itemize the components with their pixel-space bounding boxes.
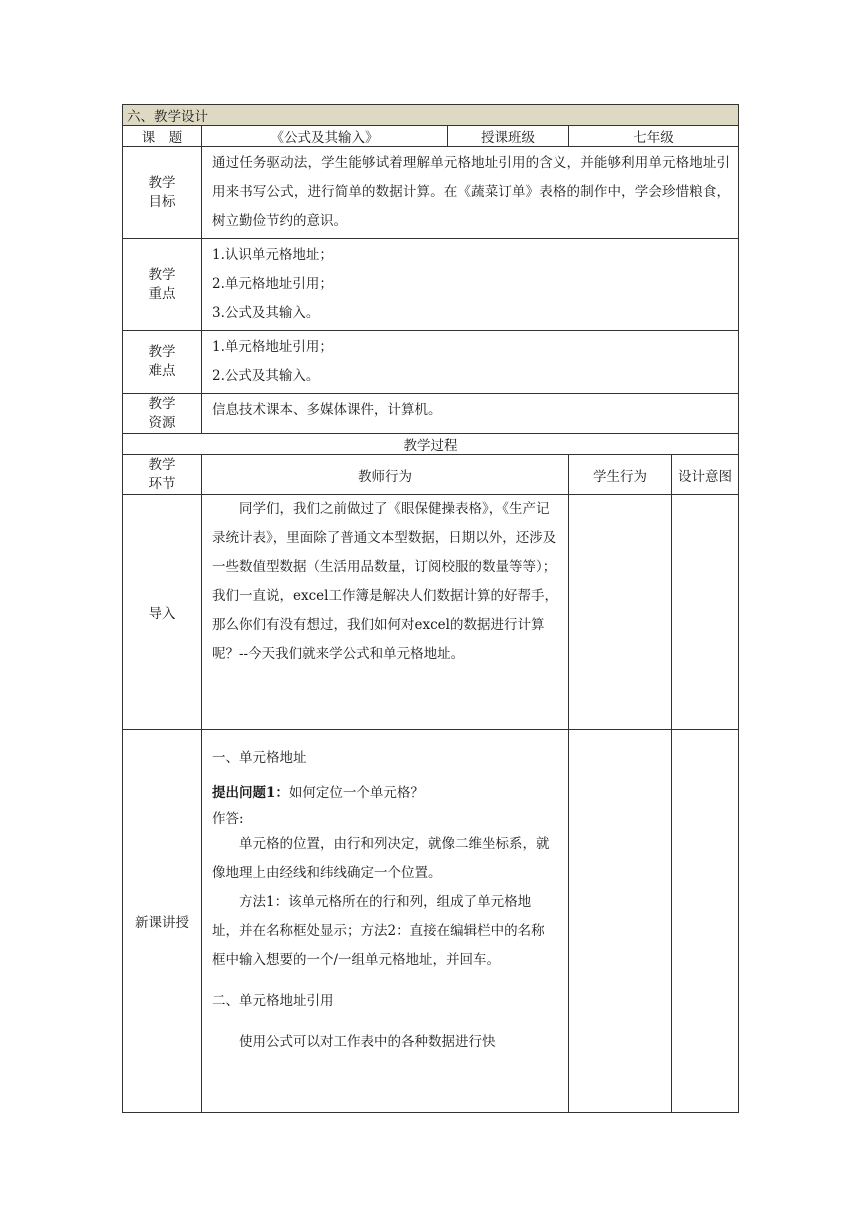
lesson-content bbox=[202, 730, 569, 1113]
resources-text: 信息技术课本、多媒体课件，计算机。 bbox=[202, 394, 739, 434]
key-points-label: 教学 重点 bbox=[123, 239, 202, 331]
lesson-plan-table bbox=[122, 104, 739, 1113]
intro-stage: 导入 bbox=[123, 495, 202, 730]
lesson-paragraph: 使用公式可以对工作表中的各种数据进行快 bbox=[239, 1034, 496, 1050]
answer-label: 作答: bbox=[212, 811, 244, 827]
objectives-text: 通过任务驱动法，学生能够试着理解单元格地址引用的含义，并能够利用单元格地址引用来书写公式，进行简单的数据计算。在《蔬菜订单》表格的制作中，学会珍惜粮食，树立勤俭节约的意识。 bbox=[202, 147, 739, 239]
difficulties-label: 教学 难点 bbox=[123, 331, 202, 394]
intro-intent-cell bbox=[672, 495, 739, 730]
lesson-heading-1: 一、单元格地址 bbox=[212, 750, 307, 766]
class-value: 七年级 bbox=[569, 126, 739, 147]
objectives-label: 教学 目标 bbox=[123, 147, 202, 239]
difficulties-list bbox=[202, 331, 739, 394]
list-item: 1.单元格地址引用； bbox=[212, 339, 333, 355]
lesson-paragraph: 方法1：该单元格所在的行和列，组成了单元格地址，并在名称框处显示；方法2：直接在编辑栏中的名称框中输入想要的一个/一组单元格地址，并回车。 bbox=[212, 894, 545, 968]
intro-student-cell bbox=[569, 495, 672, 730]
list-item: 2.单元格地址引用； bbox=[212, 276, 333, 292]
lesson-heading-2: 二、单元格地址引用 bbox=[212, 993, 334, 1009]
list-item: 1.认识单元格地址； bbox=[212, 247, 333, 263]
list-item: 3.公式及其输入。 bbox=[212, 305, 320, 321]
lesson-stage: 新课讲授 bbox=[123, 730, 202, 1113]
key-points-list bbox=[202, 239, 739, 331]
lesson-paragraph: 单元格的位置，由行和列决定，就像二维坐标系，就像地理上由经线和纬线确定一个位置。 bbox=[212, 836, 550, 881]
topic-value: 《公式及其输入》 bbox=[202, 126, 448, 147]
list-item: 2.公式及其输入。 bbox=[212, 368, 320, 384]
stage-header: 教学 环节 bbox=[123, 455, 202, 495]
intro-text: 同学们，我们之前做过了《眼保健操表格》，《生产记录统计表》，里面除了普通文本型数据，日期以外，还涉及一些数值型数据（生活用品数量，订阅校服的数量等等）；我们一直说，excel工作簿是解决人们数据计算的好帮手，那么你们有没有想过，我们如何对excel的数据进行计算呢？--今天我们就来学公式和单元格地址。 bbox=[202, 495, 569, 730]
resources-label: 教学 资源 bbox=[123, 394, 202, 434]
lesson-student-cell bbox=[569, 730, 672, 1113]
process-title: 教学过程 bbox=[123, 434, 739, 455]
lesson-plan-page bbox=[122, 104, 738, 1113]
student-header: 学生行为 bbox=[569, 455, 672, 495]
class-label: 授课班级 bbox=[448, 126, 569, 147]
topic-label: 课 题 bbox=[123, 126, 202, 147]
section-title: 六、教学设计 bbox=[123, 105, 739, 126]
lesson-intent-cell bbox=[672, 730, 739, 1113]
teacher-header: 教师行为 bbox=[202, 455, 569, 495]
intent-header: 设计意图 bbox=[672, 455, 739, 495]
question-1: 提出问题1：如何定位一个单元格？ bbox=[212, 785, 424, 801]
